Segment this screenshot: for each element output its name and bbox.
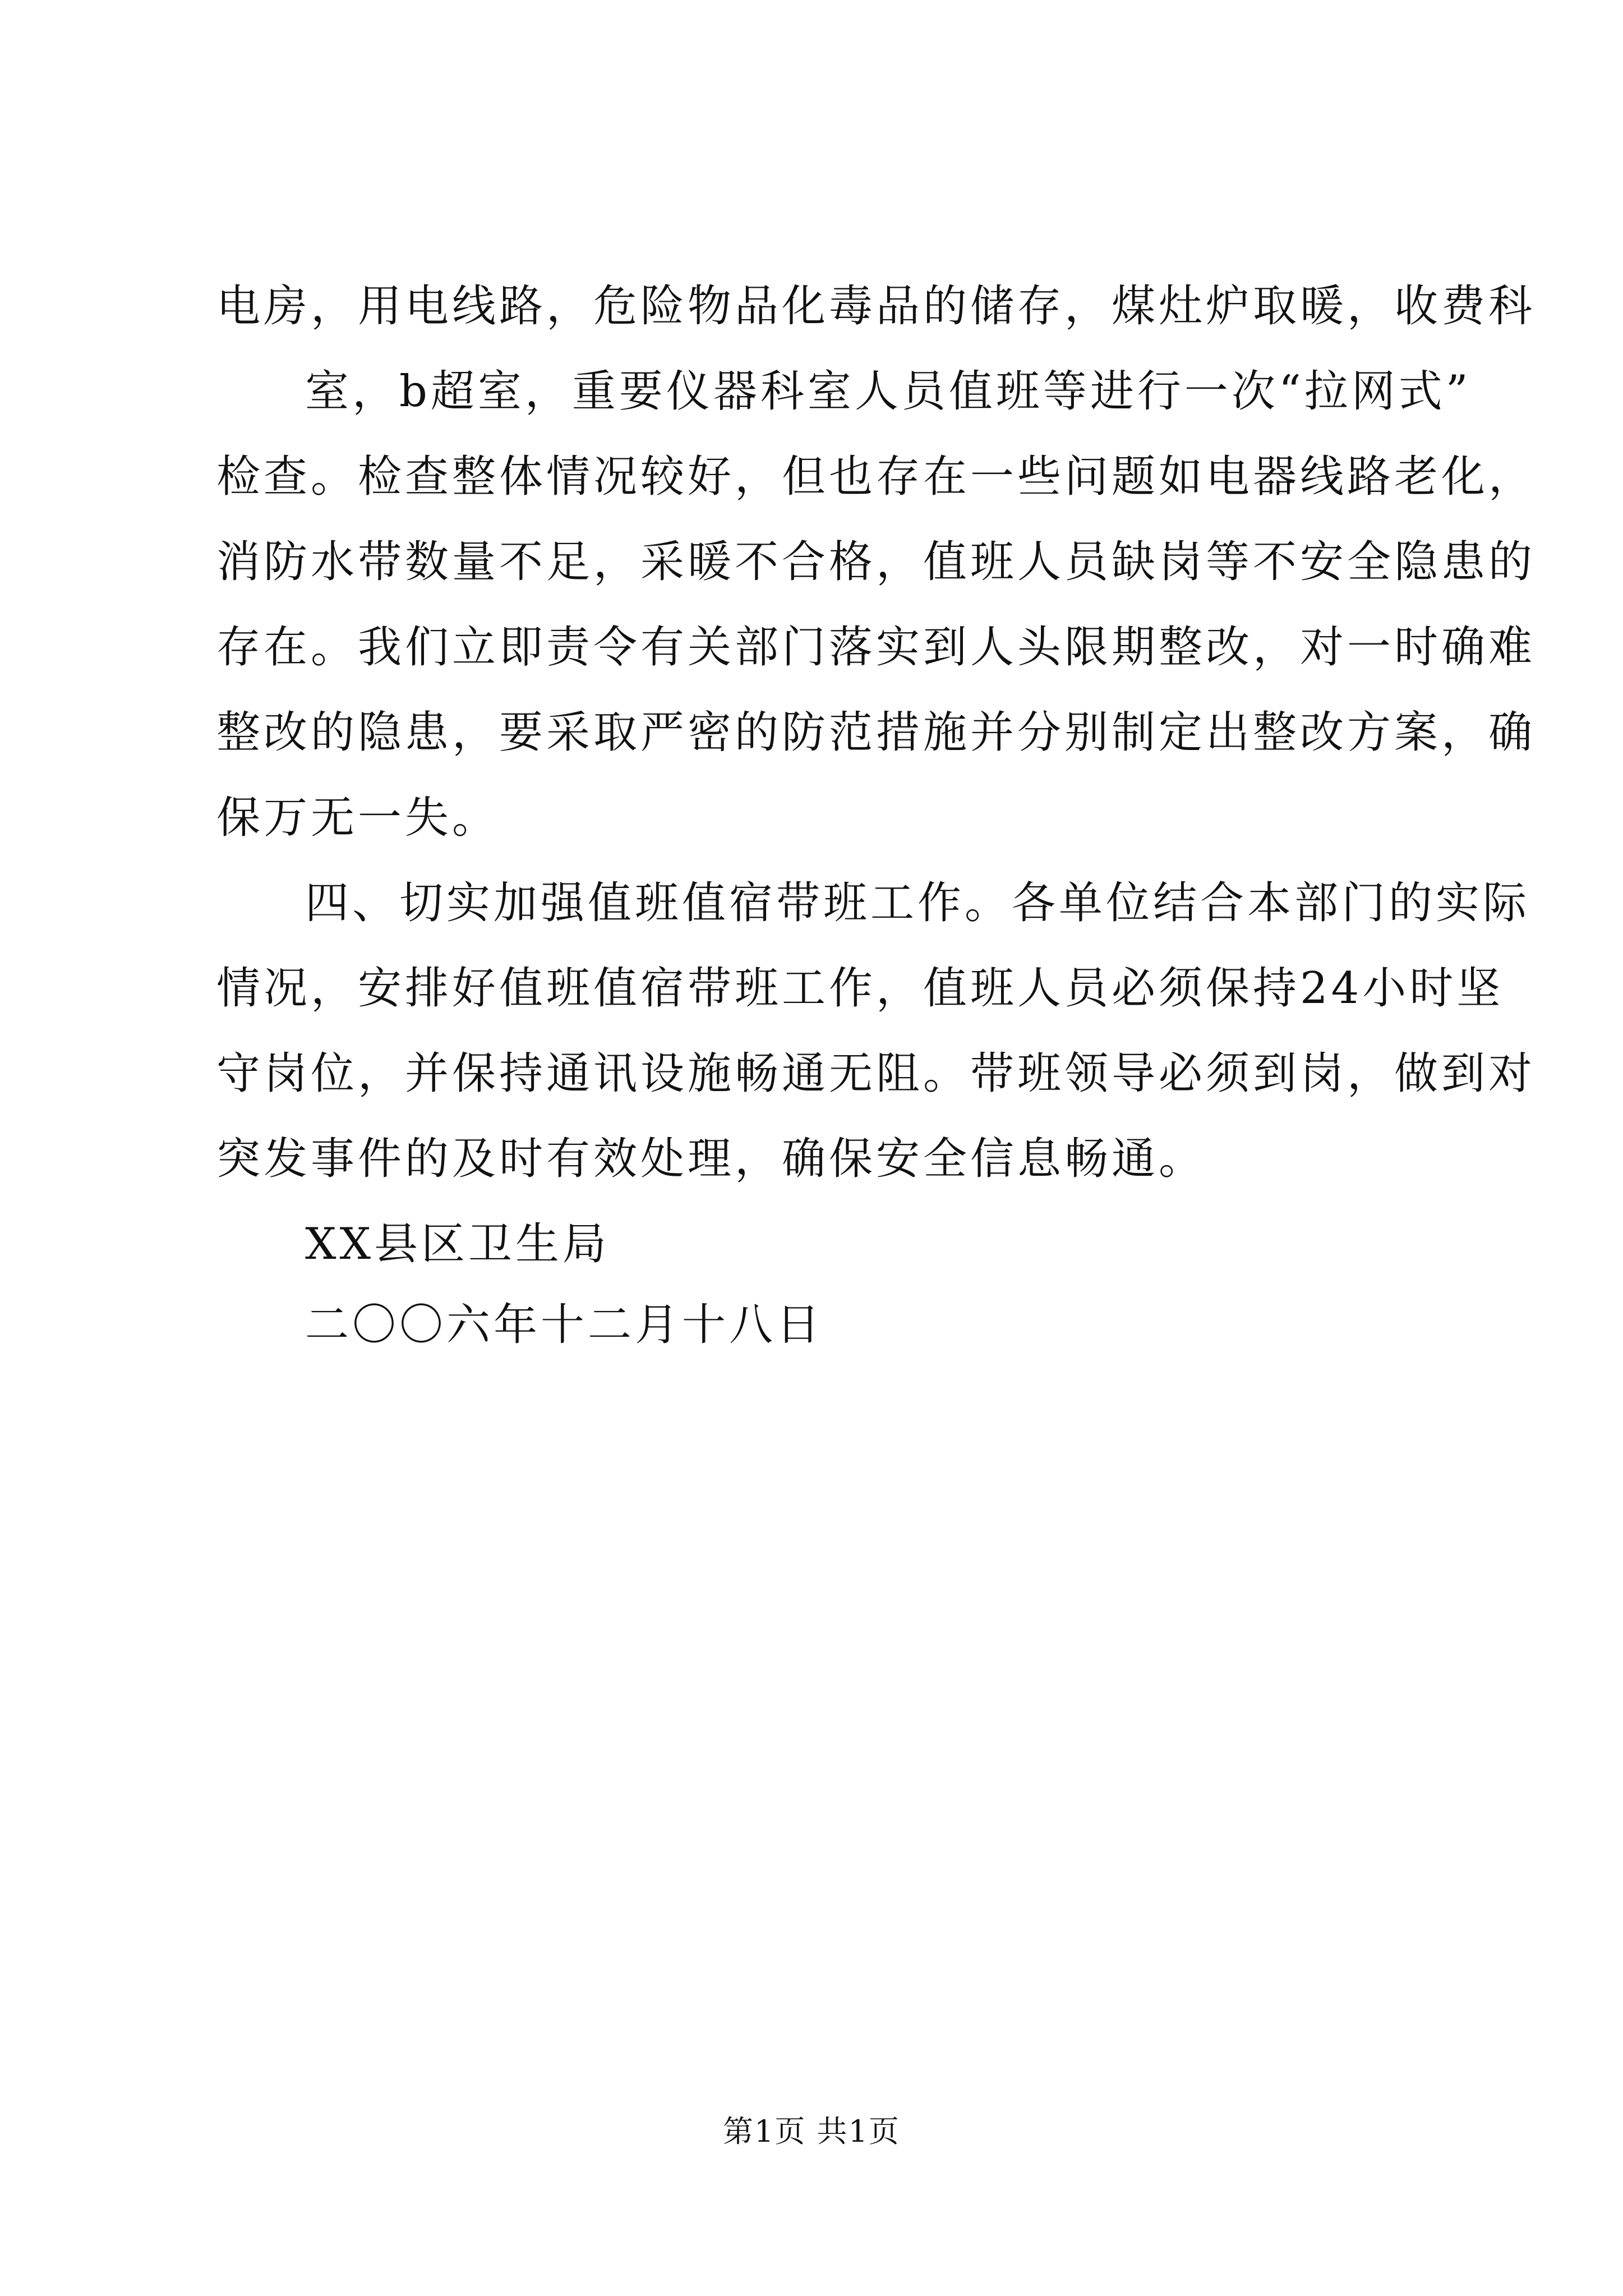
text-line-3: 检查。检查整体情况较好，但也存在一些问题如电器线路老化， (216, 452, 1536, 502)
issue-date: 二〇〇六年十二月十八日 (305, 1300, 824, 1350)
text-line-1: 电房，用电线路，危险物品化毒品的储存，煤灶炉取暖，收费科 (216, 281, 1536, 332)
text-line-6: 整改的隐患，要采取严密的防范措施并分别制定出整改方案，确 (216, 707, 1536, 758)
page-footer: 第1页 共1页 (723, 2114, 900, 2149)
text-line-4: 消防水带数量不足，采暖不合格，值班人员缺岗等不安全隐患的 (216, 537, 1536, 587)
document-body (216, 264, 1536, 1368)
issuer-signature: XX县区卫生局 (305, 1219, 610, 1269)
section-four-heading: 四、切实加强值班值宿带班工作。各单位结合本部门的实际 (305, 878, 1530, 928)
text-line-10: 守岗位，并保持通讯设施畅通无阻。带班领导必须到岗，做到对 (216, 1048, 1536, 1099)
text-line-9: 情况，安排好值班值宿带班工作，值班人员必须保持24小时坚 (216, 963, 1504, 1014)
text-line-2: 室，b超室，重要仪器科室人员值班等进行一次“拉网式” (305, 366, 1472, 417)
text-line-7: 保万无一失。 (216, 793, 500, 843)
text-line-11: 突发事件的及时有效处理，确保安全信息畅通。 (216, 1134, 1206, 1184)
text-line-5: 存在。我们立即责令有关部门落实到人头限期整改，对一时确难 (216, 622, 1536, 673)
